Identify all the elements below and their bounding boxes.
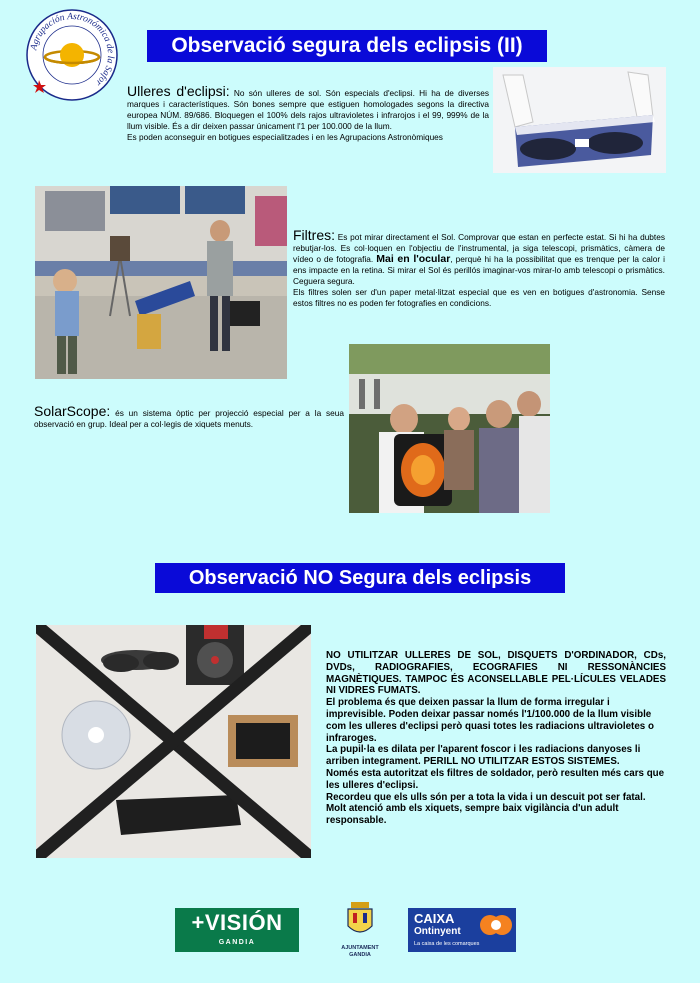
vision-gandia-logo bbox=[175, 908, 299, 952]
filters-heading: Filtres bbox=[293, 227, 332, 243]
filters-body-b: , perquè hi ha la possibilitat que es trenque per la calor i ens impacte en la retina. Si mirar el Sol és perillós imaginar-vos mirar-lo amb telescopi o prismàtics. Ceguera segura. bbox=[293, 254, 665, 286]
ajuntament-gandia-logo bbox=[334, 900, 386, 960]
ajuntament-line-1: AJUNTAMENT bbox=[341, 945, 379, 951]
solarscope-photo bbox=[349, 344, 550, 513]
association-logo bbox=[25, 8, 119, 102]
vision-logo-text: +VISIÓN bbox=[191, 910, 283, 935]
unsafe-paragraph-2: El problema és que deixen passar la llum de forma irregular i imprevisible. Poden deixar passar només l'1/100.000 de la llum visible com les ulleres d'eclipsi però quasi totes les radiacions ultravioletes o infraroges. bbox=[326, 697, 654, 744]
unsafe-paragraph-1: NO UTILITZAR ULLERES DE SOL, DISQUETS D'ORDINADOR, CDs, DVDs, RADIOGRAFIES, ECOGRAFIES NI RESSONÀNCIES MAGNÈTIQUES. TAMPOC ÉS ACONSELLABLE PEL·LÍCULES VELADES NI VIDRES FUMATS. bbox=[326, 650, 666, 697]
eclipse-glasses-heading: Ulleres d'eclipsi bbox=[127, 83, 226, 99]
eclipse-glasses-where: Es poden aconseguir en botigues especialitzades i en les Agrupacions Astronòmiques bbox=[127, 132, 443, 142]
unsafe-paragraph-5: Recordeu que els ulls són per a tota la vida i un descuit pot ser fatal. Molt atenció amb els xiquets, sempre baix vigilància d'un adult responsable. bbox=[326, 791, 646, 827]
solarscope-text: SolarScope: és un sistema òptic per projecció especial per a la seua observació en grup. Ideal per a col·legis de xiquets menuts. bbox=[34, 403, 344, 429]
caixa-ontinyent-logo bbox=[408, 908, 516, 952]
unsafe-methods-text bbox=[326, 650, 666, 827]
solarscope-heading: SolarScope bbox=[34, 403, 107, 419]
vision-logo-city: GANDIA bbox=[218, 939, 256, 946]
filters-note: Els filtres solen ser d'un paper metal·litzat especial que es ven en botigues d'astronomia. Sense estos filtres no es poden fer fotografies en condicions. bbox=[293, 287, 665, 308]
caixa-tagline: La caixa de les comarques bbox=[414, 941, 480, 947]
caixa-line-2: Ontinyent bbox=[414, 926, 461, 937]
section-title-safe: Observació segura dels eclipsis (II) bbox=[147, 30, 547, 62]
ajuntament-line-2: GANDIA bbox=[349, 952, 371, 958]
saturn-icon bbox=[25, 8, 119, 102]
eclipse-glasses-body: No són ulleres de sol. Són especials d'eclipsi. Hi ha de diverses marques i característiques. Són bones sempre que estiguen homologades segons la directiva europea NÚM. 89/686. Bloquegen el 100% dels rajos ultravioletes i infrarojos i el 99, 999% de la llum visible. És a dir deixen passar únicament l'1 per 100.000 de la llum. bbox=[127, 88, 489, 131]
filters-warning: Mai en l'ocular bbox=[376, 253, 451, 265]
filters-text: Filtres: Es pot mirar directament el Sol. Comprovar que estan en perfecte estat. Si hi ha dubtes rebutjar-los. Es col·loquen en l'objectiu de l'instrumental, ja siga telescopi, prismàtics, càmera de vídeo o de fotografia. Mai en l'ocular, perquè hi ha la possibilitat que es trenque per la calor i ens impacte en la retina. Si mirar el Sol és perillós imaginar-vos mirar-lo amb telescopi o prismàtics. Ceguera segura. Els filtres solen ser d'un paper metal·litzat especial que es ven en botigues d'astronomia. Sense estos filtres no es poden fer fotografies en condicions. bbox=[293, 227, 665, 308]
eclipse-glasses-photo bbox=[493, 67, 666, 173]
caixa-line-1: CAIXA bbox=[414, 911, 455, 926]
telescope-group-photo bbox=[35, 186, 287, 379]
eclipse-glasses-text: Ulleres d'eclipsi: No són ulleres de sol. Són especials d'eclipsi. Hi ha de diverses marques i característiques. Són bones sempre que estiguen homologades segons la directiva europea NÚM. 89/686. Bloquegen el 100% dels rajos ultravioletes i infrarojos i el 99, 999% de la llum visible. És a dir deixen passar únicament l'1 per 100.000 de la llum. Es poden aconseguir en botigues especialitzades i en les Agrupacions Astronòmiques bbox=[127, 83, 489, 142]
unsafe-paragraph-3: La pupil·la es dilata per l'aparent foscor i les radiacions danyoses li arriben integrament. PERILL NO UTILITZAR ESTOS SISTEMES. bbox=[326, 744, 641, 768]
caixa-circles-icon bbox=[480, 912, 512, 938]
logo-ring-text: Agrupación Astronómica de la Safor bbox=[29, 11, 116, 88]
section-title-unsafe: Observació NO Segura dels eclipsis bbox=[155, 563, 565, 593]
unsafe-paragraph-4: Només esta autoritzat els filtres de soldador, però resulten més cars que les ulleres d'eclipsi. bbox=[326, 767, 665, 791]
solarscope-body: és un sistema òptic per projecció especial per a la seua observació en grup. Ideal per a col·legis de xiquets menuts. bbox=[34, 408, 344, 429]
unsafe-methods-photo bbox=[36, 625, 311, 858]
coat-of-arms-icon bbox=[345, 900, 375, 940]
filters-body-a: Es pot mirar directament el Sol. Comprovar que estan en perfecte estat. Si hi ha dubtes rebutjar-los. Es col·loquen en l'objectiu de l'instrumental, ja siga telescopi, prismàtics, càmera de vídeo o de fotografia. bbox=[293, 232, 665, 264]
